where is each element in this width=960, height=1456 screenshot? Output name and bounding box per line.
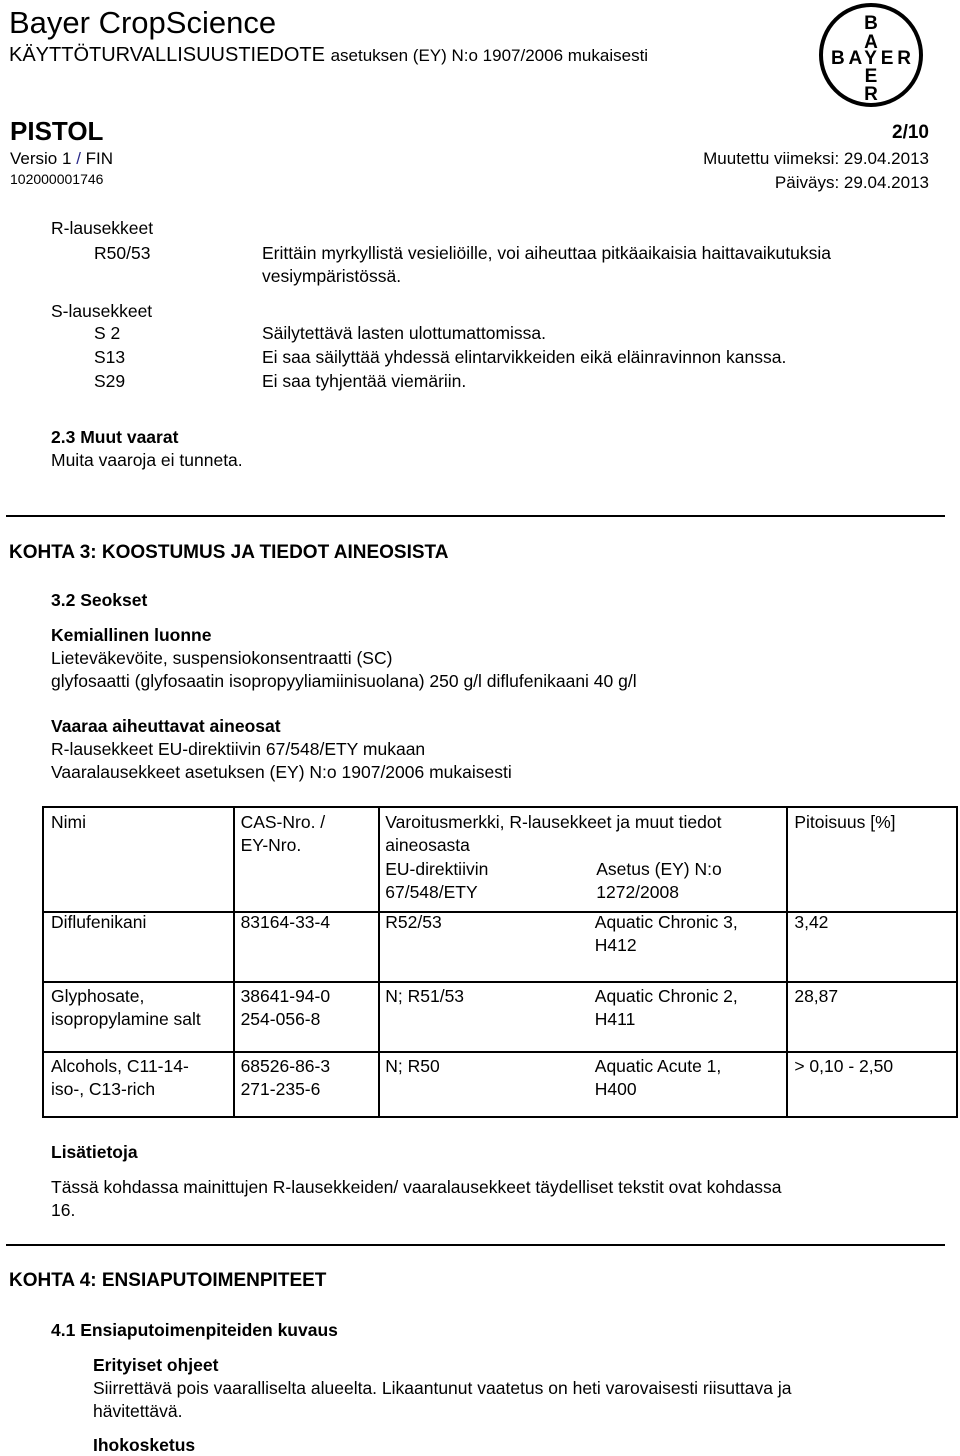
table-cell bbox=[379, 1052, 590, 1117]
logo-letter-r: R bbox=[864, 84, 878, 105]
table-cell bbox=[787, 912, 957, 982]
company-name: Bayer CropScience bbox=[9, 5, 277, 40]
general-advice-heading: Erityiset ohjeet bbox=[93, 1355, 219, 1375]
chemical-nature-text: Lieteväkevöite, suspensiokonsentraatti (SC) bbox=[51, 648, 393, 668]
component-name: Alcohols, C11-14- bbox=[51, 1056, 189, 1076]
document-regulation: asetuksen (EY) N:o 1907/2006 mukaisesti bbox=[330, 46, 649, 65]
print-date-info bbox=[775, 172, 929, 194]
component-name: iso-, C13-rich bbox=[51, 1079, 156, 1099]
column-clp-header: 1272/2008 bbox=[596, 882, 679, 902]
r-phrase-text: vesiympäristössä. bbox=[262, 266, 402, 286]
column-eu-directive-header: EU-direktiivin bbox=[385, 859, 489, 879]
revised-date-info bbox=[703, 148, 929, 170]
column-ec-header: EY-Nro. bbox=[240, 835, 302, 855]
column-concentration-header: Pitoisuus [%] bbox=[794, 812, 896, 832]
document-title bbox=[9, 42, 648, 69]
eu-classification: N; R51/53 bbox=[385, 986, 465, 1006]
s-phrase-text: Ei saa säilyttää yhdessä elintarvikkeiden eikä eläinravinnon kanssa. bbox=[262, 347, 787, 367]
table-cell bbox=[379, 912, 590, 982]
revised-label: Muutettu viimeksi: bbox=[703, 149, 840, 168]
section-divider bbox=[6, 1244, 945, 1246]
table-cell bbox=[234, 1052, 380, 1117]
concentration: 28,87 bbox=[794, 986, 839, 1006]
cas-number: 68526-86-3 bbox=[240, 1056, 331, 1076]
column-cas-header: CAS-Nro. / bbox=[240, 812, 326, 832]
r-phrase-code: R50/53 bbox=[94, 243, 151, 263]
hazardous-components-text: R-lausekkeet EU-direktiivin 67/548/ETY mukaan bbox=[51, 739, 426, 759]
table-header-cell bbox=[43, 807, 234, 912]
eu-classification: N; R50 bbox=[385, 1056, 440, 1076]
concentration: > 0,10 - 2,50 bbox=[794, 1056, 894, 1076]
section-divider bbox=[6, 515, 945, 517]
bayer-cross-logo bbox=[818, 2, 924, 108]
r-phrases-heading: R-lausekkeet bbox=[51, 218, 154, 238]
skin-contact-heading: Ihokosketus bbox=[93, 1435, 196, 1455]
clp-classification: H412 bbox=[594, 935, 637, 955]
clp-classification: Aquatic Acute 1, bbox=[594, 1056, 722, 1076]
s-phrase-code: S 2 bbox=[94, 323, 121, 343]
chemical-nature-heading: Kemiallinen luonne bbox=[51, 625, 212, 645]
version-label: Versio bbox=[10, 149, 58, 168]
s-phrase-text: Ei saa tyhjentää viemäriin. bbox=[262, 371, 467, 391]
chemical-nature-text: glyfosaatti (glyfosaatin isopropyyliamiinisuolana) 250 g/l diflufenikaani 40 g/l bbox=[51, 671, 637, 691]
column-classification-header: aineosasta bbox=[385, 835, 470, 855]
version-info bbox=[10, 148, 113, 170]
table-cell bbox=[234, 982, 380, 1052]
table-cell bbox=[43, 1052, 234, 1117]
logo-letter-a: A bbox=[864, 32, 878, 53]
other-hazards-text: Muita vaaroja ei tunneta. bbox=[51, 450, 243, 470]
table-header-cell bbox=[379, 807, 787, 912]
eu-classification: R52/53 bbox=[385, 912, 442, 932]
table-row bbox=[43, 1052, 957, 1117]
column-name-header: Nimi bbox=[51, 812, 86, 832]
additional-info-text: 16. bbox=[51, 1200, 76, 1220]
document-number: 102000001746 bbox=[10, 171, 104, 187]
table-cell bbox=[787, 982, 957, 1052]
additional-info-text: Tässä kohdassa mainittujen R-lausekkeiden/ vaaralausekkeet täydelliset tekstit ovat kohdassa bbox=[51, 1177, 782, 1197]
page-number: 2/10 bbox=[892, 122, 929, 143]
component-name: Glyphosate, bbox=[51, 986, 145, 1006]
table-cell bbox=[590, 912, 788, 982]
revised-date: 29.04.2013 bbox=[843, 149, 929, 168]
table-cell bbox=[379, 982, 590, 1052]
component-name: Diflufenikani bbox=[51, 912, 147, 932]
hazardous-components-text: Vaaralausekkeet asetuksen (EY) N:o 1907/2006 mukaisesti bbox=[51, 762, 512, 782]
column-clp-header: Asetus (EY) N:o bbox=[596, 859, 722, 879]
section-3-2-heading: 3.2 Seokset bbox=[51, 590, 148, 610]
other-hazards-heading: 2.3 Muut vaarat bbox=[51, 427, 179, 447]
additional-info-heading: Lisätietoja bbox=[51, 1142, 138, 1162]
clp-classification: H400 bbox=[594, 1079, 637, 1099]
logo-letter-b: B bbox=[864, 13, 878, 34]
s-phrase-code: S13 bbox=[94, 347, 126, 367]
r-phrase-text: Erittäin myrkyllistä vesieliöille, voi aiheuttaa pitkäaikaisia haittavaikutuksia bbox=[262, 243, 832, 263]
clp-classification: Aquatic Chronic 2, bbox=[594, 986, 738, 1006]
version-separator: / bbox=[76, 149, 81, 168]
ec-number: 254-056-8 bbox=[240, 1009, 321, 1029]
table-cell bbox=[787, 1052, 957, 1117]
table-row bbox=[43, 912, 957, 982]
table-cell bbox=[234, 912, 380, 982]
column-eu-directive-header: 67/548/ETY bbox=[385, 882, 478, 902]
clp-classification: Aquatic Chronic 3, bbox=[594, 912, 738, 932]
cas-number: 38641-94-0 bbox=[240, 986, 331, 1006]
ec-number: 271-235-6 bbox=[240, 1079, 321, 1099]
document-type: KÄYTTÖTURVALLISUUSTIEDOTE bbox=[9, 44, 325, 66]
table-header-cell bbox=[787, 807, 957, 912]
section-3-title: KOHTA 3: KOOSTUMUS JA TIEDOT AINEOSISTA bbox=[9, 542, 449, 563]
table-cell bbox=[43, 912, 234, 982]
s-phrases-heading: S-lausekkeet bbox=[51, 301, 153, 321]
table-header-cell bbox=[234, 807, 380, 912]
print-date: 29.04.2013 bbox=[843, 173, 929, 192]
component-name: isopropylamine salt bbox=[51, 1009, 201, 1029]
logo-letter-e: E bbox=[864, 66, 878, 87]
section-4-1-heading: 4.1 Ensiaputoimenpiteiden kuvaus bbox=[51, 1320, 338, 1340]
clp-classification: H411 bbox=[594, 1009, 636, 1029]
cas-number: 83164-33-4 bbox=[240, 912, 331, 932]
product-name: PISTOL bbox=[10, 116, 104, 146]
column-classification-header: Varoitusmerkki, R-lausekkeet ja muut tiedot bbox=[385, 812, 722, 832]
hazardous-components-table bbox=[42, 806, 958, 1118]
section-4-title: KOHTA 4: ENSIAPUTOIMENPITEET bbox=[9, 1270, 327, 1291]
table-row bbox=[43, 982, 957, 1052]
table-header-row bbox=[43, 807, 957, 912]
print-date-label: Päiväys: bbox=[774, 173, 840, 192]
table-cell bbox=[590, 982, 788, 1052]
general-advice-text: Siirrettävä pois vaaralliselta alueelta. Likaantunut vaatetus on heti varovaisesti riisuttava ja bbox=[93, 1378, 792, 1398]
concentration: 3,42 bbox=[794, 912, 829, 932]
logo-word-bayer: BAYER bbox=[831, 48, 911, 69]
hazardous-components-heading: Vaaraa aiheuttavat aineosat bbox=[51, 716, 281, 736]
table-cell bbox=[43, 982, 234, 1052]
version-country: FIN bbox=[85, 149, 114, 168]
table-cell bbox=[590, 1052, 788, 1117]
version-number: 1 bbox=[61, 149, 72, 168]
s-phrase-text: Säilytettävä lasten ulottumattomissa. bbox=[262, 323, 547, 343]
general-advice-text: hävitettävä. bbox=[93, 1401, 183, 1421]
s-phrase-code: S29 bbox=[94, 371, 126, 391]
